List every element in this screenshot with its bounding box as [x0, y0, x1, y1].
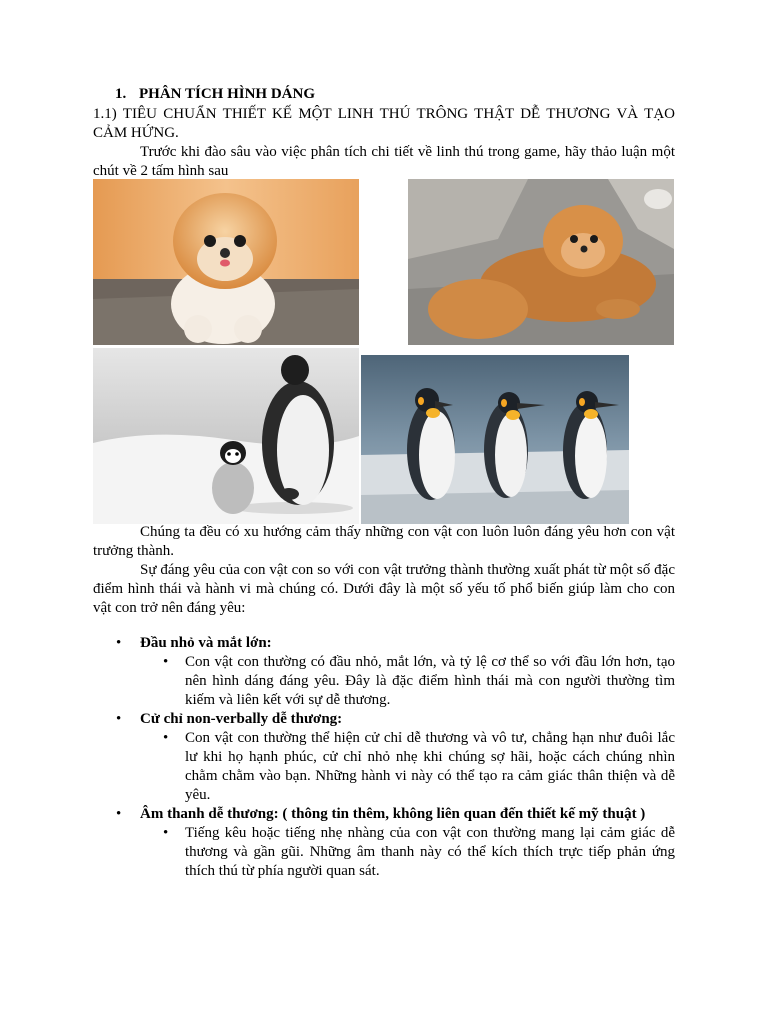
emperor-penguin-with-chick-photo — [93, 348, 359, 524]
sub-list-item — [93, 824, 675, 881]
sub-list-item — [93, 729, 675, 805]
pomeranian-puppy-photo — [93, 179, 359, 345]
section-number: 1. — [115, 86, 127, 102]
bullet-icon: • — [163, 654, 169, 670]
list-item — [93, 634, 675, 653]
sub-list-item-text: Tiếng kêu hoặc tiếng nhẹ nhàng của con vật con thường mang lại cảm giác dễ thương và gần gũi. Những âm thanh này có thể kích thích trực tiếp phản ứng thích thú từ phía người quan sát. — [185, 825, 675, 879]
features-list — [93, 634, 675, 881]
intro-paragraph: Trước khi đào sâu vào việc phân tích chi tiết về linh thú trong game, hãy thảo luận một chút về 2 tấm hình sau — [93, 144, 675, 179]
bullet-icon: • — [116, 711, 122, 727]
sub-list-item-text: Con vật con thường có đầu nhỏ, mắt lớn, và tỷ lệ cơ thể so với đầu lớn hơn, tạo nên hình dáng đáng yêu. Đây là đặc điểm hình thái mà con người thường tìm kiếm và liên kết với sự dễ thương. — [185, 654, 675, 708]
list-item-title: Âm thanh dễ thương: ( thông tin thêm, không liên quan đến thiết kế mỹ thuật ) — [140, 806, 646, 822]
sub-list-item-text: Con vật con thường thể hiện cử chỉ dễ thương và vô tư, chẳng hạn như đuôi lắc lư khi họ hạnh phúc, cử chỉ nhỏ nhẹ khi chúng sợ hãi, hoặc cách chúng nhìn chằm chằm vào bạn. Những hành vi này có thể tạo ra cảm giác thân thiện và dễ yêu. — [185, 730, 675, 803]
paragraph-2: Sự đáng yêu của con vật con so với con vật trưởng thành thường xuất phát từ một số đặc điểm hình thái và hành vi mà chúng có. Dưới đây là một số yếu tố phổ biến giúp làm cho con vật con trở nên đáng yêu: — [93, 562, 675, 616]
list-item-title: Cử chỉ non-verbally dễ thương: — [140, 711, 343, 727]
bullet-icon: • — [163, 730, 169, 746]
section-heading — [115, 86, 315, 103]
bullet-icon: • — [163, 825, 169, 841]
three-king-penguins-photo — [361, 355, 629, 524]
adult-pomeranian-photo — [408, 179, 674, 345]
list-item — [93, 805, 675, 824]
paragraph-1: Chúng ta đều có xu hướng cảm thấy những con vật con luôn luôn đáng yêu hơn con vật trưởng thành. — [93, 524, 675, 559]
list-item-title: Đầu nhỏ và mắt lớn: — [140, 635, 272, 651]
bullet-icon: • — [116, 635, 122, 651]
subsection-heading: 1.1) TIÊU CHUẨN THIẾT KẾ MỘT LINH THÚ TRÔNG THẬT DỄ THƯƠNG VÀ TẠO CẢM HỨNG. — [93, 106, 675, 141]
sub-list-item — [93, 653, 675, 710]
bullet-icon: • — [116, 806, 122, 822]
list-item — [93, 710, 675, 729]
section-title: PHÂN TÍCH HÌNH DÁNG — [139, 86, 315, 102]
